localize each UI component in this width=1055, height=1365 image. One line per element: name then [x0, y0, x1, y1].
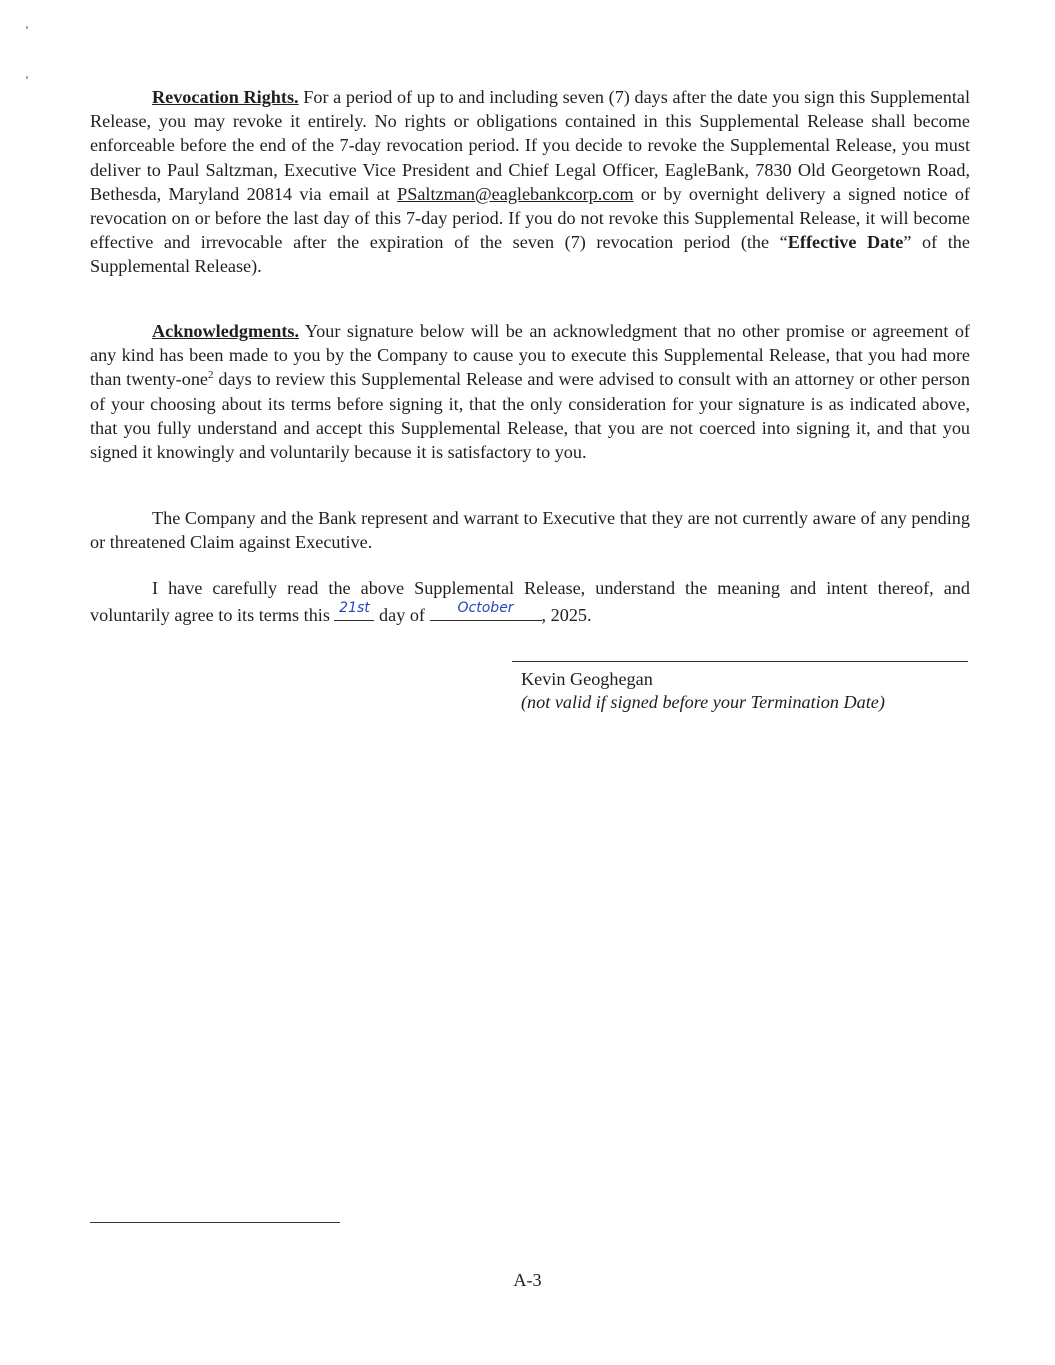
acknowledgments-paragraph: Acknowledgments. Your signature below will be an acknowledgment that no other promise or agreement of any kind has been made to you by the Company to cause you to execute this Supplemental Release, that you had more than twenty-one$^2$ days to review this Supplemental Release and were advised to consult with an attorney or other person of your choosing about its terms before signing it, that the only consideration for your signature is as indicated above, that you fully understand and accept this Supplemental Release, that you are not coerced into signing it, and that you signed it knowingly and voluntarily because it is satisfactory to you.	[90, 321, 970, 463]
day-fill-blank	[334, 600, 374, 621]
handwritten-day: 21st	[339, 600, 370, 616]
signature-line	[512, 661, 968, 662]
footnote-reference: 2	[208, 369, 214, 382]
month-fill-blank	[430, 600, 542, 621]
agreement-paragraph: I have carefully read the above Supplemental Release, understand the meaning and intent thereof, and voluntarily agree to its terms this 21st day of October , 2025.	[90, 578, 970, 626]
page-number: A-3	[513, 1270, 542, 1290]
effective-date-term: Effective Date	[787, 232, 904, 253]
footnote-separator	[90, 1222, 340, 1223]
acknowledgments-heading: Acknowledgments.	[152, 321, 300, 341]
scan-speck	[26, 76, 28, 79]
revocation-email-link[interactable]: PSaltzman@eaglebankcorp.com	[397, 183, 634, 204]
signature-validity-note: (not valid if signed before your Termination Date)	[521, 692, 885, 712]
representation-paragraph: The Company and the Bank represent and warrant to Executive that they are not currently aware of any pending or threatened Claim against Executive.	[90, 508, 970, 553]
scan-speck	[26, 26, 28, 29]
revocation-rights-paragraph: Revocation Rights. For a period of up to and including seven (7) days after the date you sign this Supplemental Release, you may revoke it entirely. No rights or obligations contained in this Supplemental Release shall become enforceable before the end of the 7-day revocation period. If you decide to revoke the Supplemental Release, you must deliver to Paul Saltzman, Executive Vice President and Chief Legal Officer, EagleBank, 7830 Old Georgetown Road, Bethesda, Maryland 20814 via email at PSaltzman@eaglebankcorp.com or by overnight delivery a signed notice of revocation on or before the last day of this 7-day period. If you do not revoke this Supplemental Release, it will become effective and irrevocable after the expiration of the seven (7) revocation period (the “Effective Date” of the Supplemental Release).	[90, 87, 970, 277]
handwritten-month: October	[457, 600, 514, 616]
signatory-name: Kevin Geoghegan	[521, 669, 653, 689]
revocation-rights-heading: Revocation Rights.	[152, 87, 299, 107]
